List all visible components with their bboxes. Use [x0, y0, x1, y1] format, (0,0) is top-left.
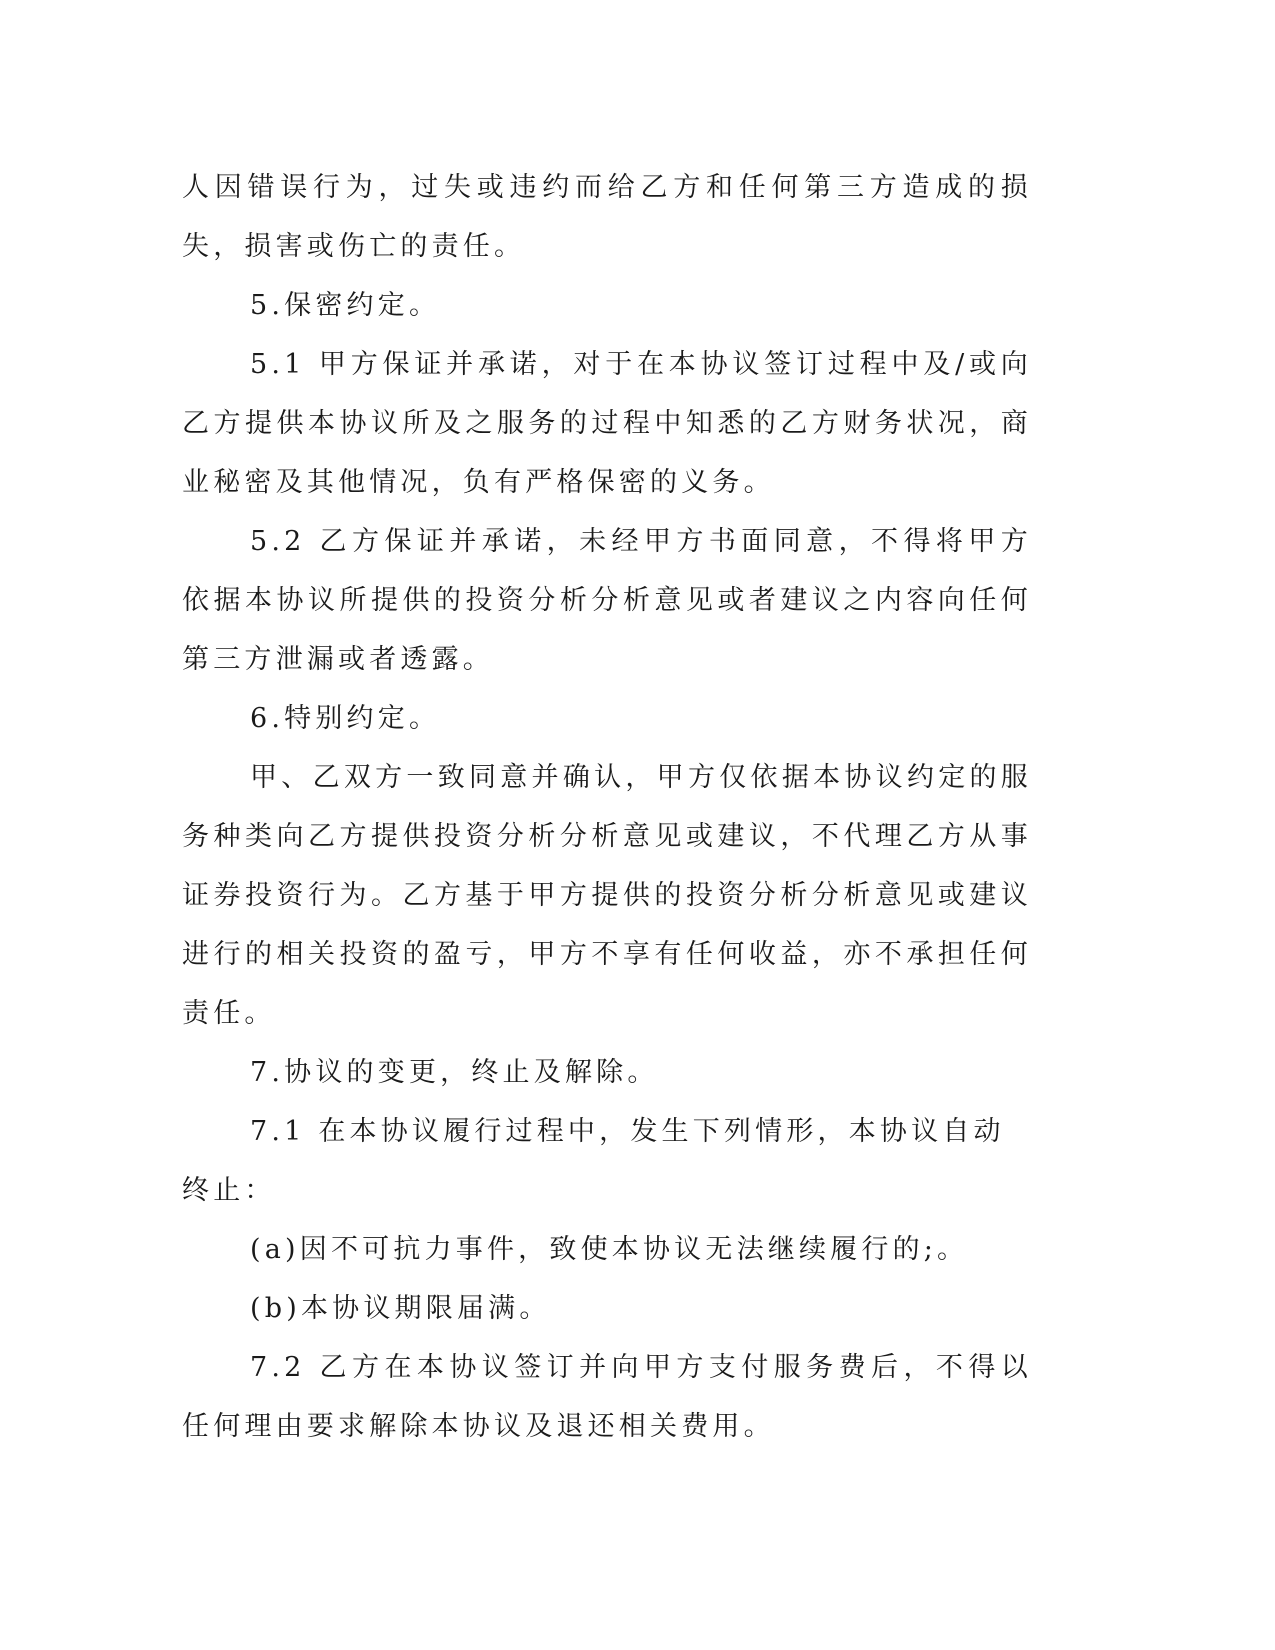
- clause-7-1-a: (a)因不可抗力事件，致使本协议无法继续履行的;。: [250, 1234, 969, 1265]
- paragraph-liability-continuation: 人因错误行为，过失或违约而给乙方和任何第三方造成的损失，损害或伤亡的责任。: [182, 172, 1032, 262]
- clause-7-2: 7.2 乙方在本协议签订并向甲方支付服务费后，不得以任何理由要求解除本协议及退还相关费用。: [182, 1352, 1032, 1442]
- clause-7-1-b: (b)本协议期限届满。: [250, 1293, 551, 1324]
- paragraph-special-agreement: 甲、乙双方一致同意并确认，甲方仅依据本协议约定的服务种类向乙方提供投资分析分析意见或建议，不代理乙方从事证券投资行为。乙方基于甲方提供的投资分析分析意见或建议进行的相关投资的盈亏，甲方不享有任何收益，亦不承担任何责任。: [182, 762, 1032, 1029]
- document-body: [182, 158, 1032, 1456]
- section-heading-confidentiality: 5.保密约定。: [250, 290, 441, 321]
- clause-5-1: 5.1 甲方保证并承诺，对于在本协议签订过程中及/或向乙方提供本协议所及之服务的过程中知悉的乙方财务状况，商业秘密及其他情况，负有严格保密的义务。: [182, 349, 1032, 498]
- clause-7-1: 7.1 在本协议履行过程中，发生下列情形，本协议自动终止：: [182, 1116, 1005, 1206]
- section-heading-special-agreement: 6.特别约定。: [250, 703, 441, 734]
- section-heading-change-termination: 7.协议的变更，终止及解除。: [250, 1057, 659, 1088]
- clause-5-2: 5.2 乙方保证并承诺，未经甲方书面同意，不得将甲方依据本协议所提供的投资分析分析意见或者建议之内容向任何第三方泄漏或者透露。: [182, 526, 1032, 675]
